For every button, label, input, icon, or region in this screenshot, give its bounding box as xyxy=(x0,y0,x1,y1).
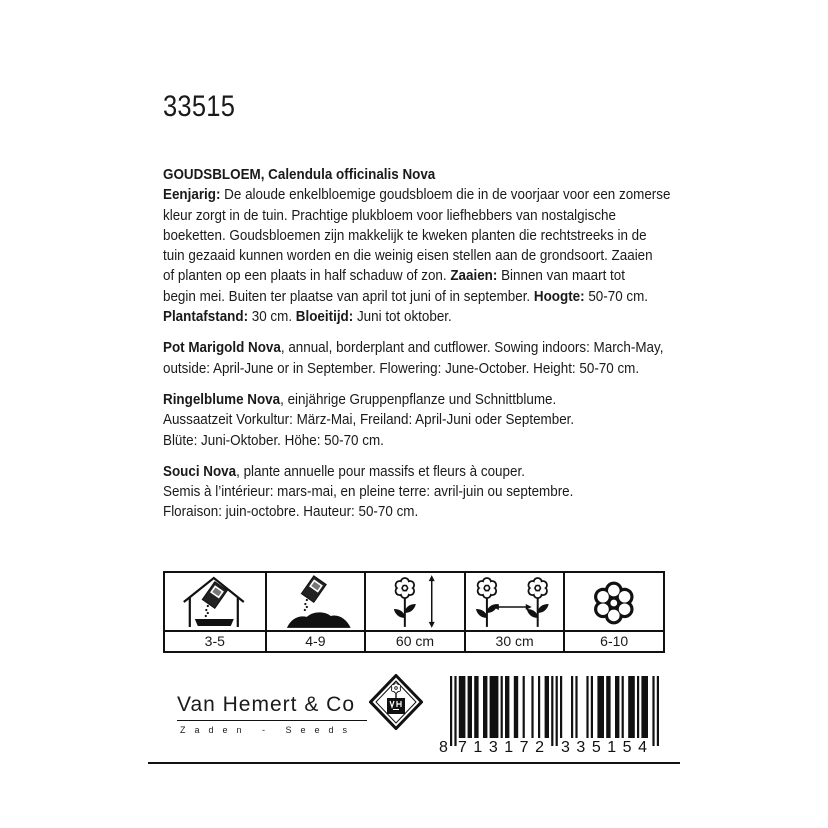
barcode-right-digits: 335154 xyxy=(561,739,647,756)
barcode-bar xyxy=(505,676,509,738)
barcode-bar xyxy=(575,676,577,738)
body-text: Aussaatzeit Vorkultur: März-Mai, Freiland: April-Juni oder September. xyxy=(163,411,575,429)
text-line xyxy=(163,482,700,502)
brand-tagline: Zaden - Seeds xyxy=(180,725,357,735)
flowering-icon xyxy=(565,573,663,630)
plant-height-icon xyxy=(366,573,464,630)
text-line xyxy=(163,390,700,410)
text-line xyxy=(163,206,700,226)
plant-height-label: 60 cm xyxy=(366,630,464,651)
barcode-bar xyxy=(606,676,610,738)
barcode-bar xyxy=(459,676,466,738)
barcode-first-digit: 8 xyxy=(439,739,448,756)
barcode-bar xyxy=(622,676,624,738)
body-text: Blüte: Juni-Oktober. Höhe: 50-70 cm. xyxy=(163,431,384,449)
text-line xyxy=(163,502,700,522)
body-text: Floraison: juin-octobre. Hauteur: 50-70 cm. xyxy=(163,503,419,521)
body-text: boeketten. Goudsbloemen zijn makkelijk te kweken planten die rechtstreeks in de xyxy=(163,226,647,244)
barcode-bar xyxy=(474,676,478,738)
sowing-info-table xyxy=(163,571,665,653)
bold-text: Pot Marigold Nova xyxy=(163,339,281,357)
body-text: Binnen van maart tot xyxy=(497,267,625,285)
barcode-bar xyxy=(615,676,619,738)
diamond-flower-logo-icon xyxy=(369,674,423,730)
body-text: 30 cm. xyxy=(248,308,296,326)
body-text: of planten op een plaats in half schaduw of zon. xyxy=(163,267,451,285)
indoor-sowing-label: 3-5 xyxy=(165,630,265,651)
barcode-bar xyxy=(641,676,648,738)
bold-text: Bloeitijd: xyxy=(295,308,354,326)
plant-height-cell xyxy=(364,573,464,651)
description-paragraph xyxy=(163,165,700,327)
barcode-bar xyxy=(597,676,604,738)
body-text: , annual, borderplant and cutflower. Sowing indoors: March-May, xyxy=(280,339,664,357)
barcode-bar xyxy=(571,676,573,738)
barcode-guard-bar xyxy=(454,676,456,746)
outdoor-sowing-label: 4-9 xyxy=(267,630,365,651)
indoor-sowing-icon xyxy=(165,573,265,630)
barcode-bar xyxy=(514,676,518,738)
text-line xyxy=(163,185,700,205)
barcode-bar xyxy=(637,676,639,738)
barcode-guard-bar xyxy=(657,676,659,746)
body-text: , plante annuelle pour massifs et fleurs à couper. xyxy=(236,462,525,480)
text-line xyxy=(163,307,700,327)
body-text: 50-70 cm. xyxy=(584,287,649,305)
body-text: Semis à l’intérieur: mars-mai, en pleine terre: avril-juin ou septembre. xyxy=(163,483,574,501)
barcode-bar xyxy=(586,676,588,738)
flowering-label: 6-10 xyxy=(565,630,663,651)
barcode-guard-bar xyxy=(450,676,452,746)
body-text: Juni tot oktober. xyxy=(353,308,452,326)
plant-spacing-cell xyxy=(464,573,564,651)
barcode-guard-bar xyxy=(551,676,553,746)
outdoor-sowing-icon xyxy=(267,573,365,630)
body-text: outside: April-June or in September. Flowering: June-October. Height: 50-70 cm. xyxy=(163,359,640,377)
bold-text: Ringelblume Nova xyxy=(163,390,281,408)
bold-text: Souci Nova xyxy=(163,462,237,480)
text-line xyxy=(163,410,700,430)
barcode-bars xyxy=(450,676,659,746)
bold-text: Eenjarig: xyxy=(163,186,221,204)
barcode-bar xyxy=(545,676,549,738)
bold-text: Zaaien: xyxy=(450,267,498,285)
flowering-cell xyxy=(563,573,663,651)
brand-divider xyxy=(177,720,367,721)
bold-text: Hoogte: xyxy=(533,287,585,305)
body-text: De aloude enkelbloemige goudsbloem die in de voorjaar voor een zomerse xyxy=(220,186,671,204)
text-line xyxy=(163,359,700,379)
barcode-guard-bar xyxy=(556,676,558,746)
description-paragraph xyxy=(163,390,700,451)
text-line xyxy=(163,266,700,286)
barcode-bar xyxy=(538,676,540,738)
description-paragraph xyxy=(163,338,700,379)
text-line xyxy=(163,462,700,482)
text-line xyxy=(163,431,700,451)
text-line xyxy=(163,226,700,246)
barcode-bar xyxy=(531,676,533,738)
text-line xyxy=(163,338,700,358)
barcode-bar xyxy=(468,676,472,738)
barcode-bar xyxy=(490,676,499,738)
indoor-sowing-cell xyxy=(165,573,265,651)
ean-barcode xyxy=(438,674,663,758)
barcode-bar xyxy=(560,676,562,738)
bold-text: Plantafstand: xyxy=(163,308,249,326)
plant-spacing-icon xyxy=(466,573,564,630)
body-text: tuin gezaaid kunnen worden en die weinig eisen stellen aan de grondsoort. Zaaien xyxy=(163,247,653,265)
bold-text: GOUDSBLOEM, Calendula officinalis Nova xyxy=(163,166,436,183)
text-line xyxy=(163,165,700,185)
barcode-bar xyxy=(523,676,525,738)
plant-spacing-label: 30 cm xyxy=(466,630,564,651)
barcode-left-digits: 713172 xyxy=(458,739,544,756)
barcode-bar xyxy=(591,676,593,738)
barcode-bar xyxy=(501,676,503,738)
body-text: , einjährige Gruppenpflanze und Schnittblume. xyxy=(280,390,557,408)
description-paragraph xyxy=(163,462,700,523)
text-line xyxy=(163,287,700,307)
text-line xyxy=(163,246,700,266)
barcode-guard-bar xyxy=(652,676,654,746)
barcode-bar xyxy=(628,676,635,738)
body-text: kleur zorgt in de tuin. Prachtige plukbloem voor liefhebbers van nostalgische xyxy=(163,206,616,224)
article-number: 33515 xyxy=(163,90,236,123)
barcode-bar xyxy=(483,676,487,738)
outdoor-sowing-cell xyxy=(265,573,365,651)
bottom-divider xyxy=(148,762,680,764)
brand-name: Van Hemert & Co xyxy=(177,693,356,716)
product-description xyxy=(163,165,700,523)
body-text: begin mei. Buiten ter plaatse van april tot juni of in september. xyxy=(163,287,534,305)
